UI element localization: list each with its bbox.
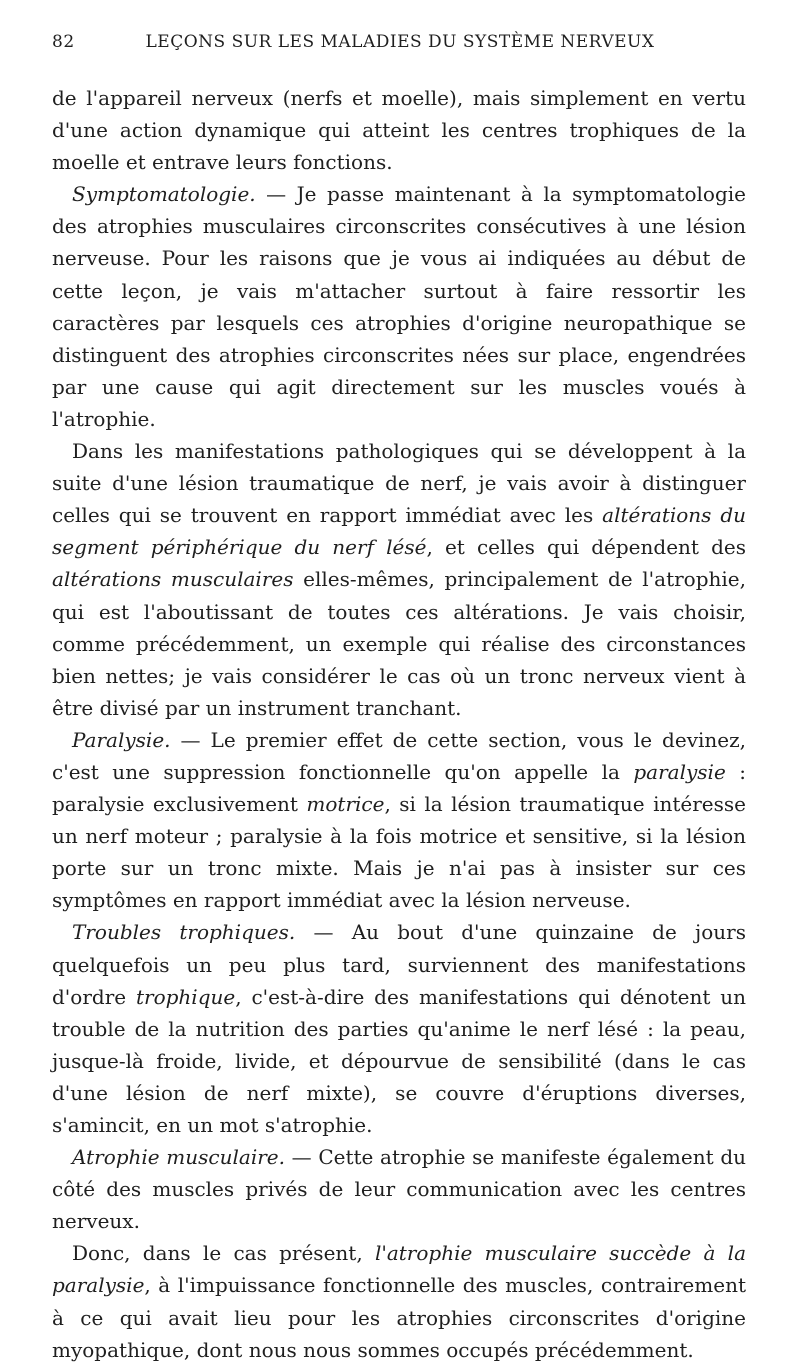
paragraph-text: elles-mêmes, principalement de l'atrophie, qui est l'aboutissant de toutes ces altérations. Je vais choisir, comme précédemment, un exemple qui réalise des circonstances bien nettes; je vais considérer le cas où un tronc nerveux vient à être divisé par un instrument tranchant. <box>52 567 746 720</box>
paragraph-troubles-trophiques <box>52 916 746 1141</box>
emphasis-text: altérations du segment périphérique du nerf lésé <box>52 503 747 560</box>
paragraph-text: de l'appareil nerveux (nerfs et moelle), mais simplement en vertu d'une action dynamique qui atteint les centres trophiques de la moelle et entrave leurs fonctions. <box>52 86 746 175</box>
section-title: Atrophie musculaire. <box>72 1145 285 1170</box>
paragraph-text: Dans les manifestations pathologiques qui se développent à la suite d'une lésion traumatique de nerf, je vais avoir à distinguer celles qui se trouvent en rapport immédiat avec les <box>52 439 746 528</box>
page-header <box>52 32 748 62</box>
paragraph-text: — Je passe maintenant à la symptomatologie des atrophies musculaires circonscrites consécutives à une lésion nerveuse. Pour les raisons que je vous ai indiquées au début de cette leçon, je vais m'attacher surtout à faire ressortir les caractères par lesquels ces atrophies d'origine neuropathique se distinguent des atrophies circonscrites nées sur place, engendrées par une cause qui agit directement sur les muscles voués à l'atrophie. <box>52 182 746 431</box>
emphasis-text: paralysie <box>633 759 726 784</box>
paragraph-text: : paralysie exclusivement <box>52 759 746 817</box>
paragraph-text: Donc, dans le cas présent, <box>72 1241 375 1266</box>
emphasis-text: motrice <box>306 792 385 817</box>
section-title: Paralysie. <box>72 727 171 752</box>
paragraph-atrophie-musculaire <box>52 1141 746 1237</box>
running-title: LEÇONS SUR LES MALADIES DU SYSTÈME NERVEUX <box>145 32 655 52</box>
paragraph-1 <box>52 82 746 178</box>
paragraph-donc <box>52 1237 746 1365</box>
paragraph-text: — Le premier effet de cette section, vous le devinez, c'est une suppression fonctionnelle qu'on appelle la <box>52 727 746 784</box>
paragraph-text: , c'est-à-dire des manifestations qui dénotent un trouble de la nutrition des parties qu'anime le nerf lésé : la peau, jusque-là froide, livide, et dépourvue de sensibilité (dans le cas d'une lésion de nerf mixte), se couvre d'éruptions diverses, s'amincit, en un mot s'atrophie. <box>52 984 746 1137</box>
section-title: Symptomatologie. <box>72 182 256 207</box>
section-title: Troubles trophiques. <box>72 920 296 945</box>
paragraph-paralysie <box>52 724 746 917</box>
paragraph-symptomatologie <box>52 178 746 435</box>
page-number: 82 <box>52 32 75 52</box>
paragraph-text: , et celles qui dépendent des <box>426 535 746 560</box>
emphasis-text: altérations musculaires <box>52 567 294 592</box>
paragraph-manifestations <box>52 435 746 724</box>
paragraph-text: , si la lésion traumatique intéresse un nerf moteur ; paralysie à la fois motrice et sensitive, si la lésion porte sur un tronc mixte. Mais je n'ai pas à insister sur ces symptômes en rapport immédiat avec la lésion nerveuse. <box>52 792 746 913</box>
emphasis-text: l'atrophie musculaire succède à la paralysie <box>52 1241 746 1298</box>
paragraph-text: — Au bout d'une quinzaine de jours quelquefois un peu plus tard, surviennent des manifestations d'ordre <box>52 920 746 1009</box>
paragraph-text: — Cette atrophie se manifeste également du côté des muscles privés de leur communication avec les centres nerveux. <box>52 1145 746 1234</box>
page-body <box>52 82 746 1366</box>
paragraph-text: , à l'impuissance fonctionnelle des muscles, contrairement à ce qui avait lieu pour les atrophies circonscrites d'origine myopathique, dont nous nous sommes occupés précédemment. <box>52 1273 746 1362</box>
emphasis-text: trophique <box>135 984 236 1009</box>
